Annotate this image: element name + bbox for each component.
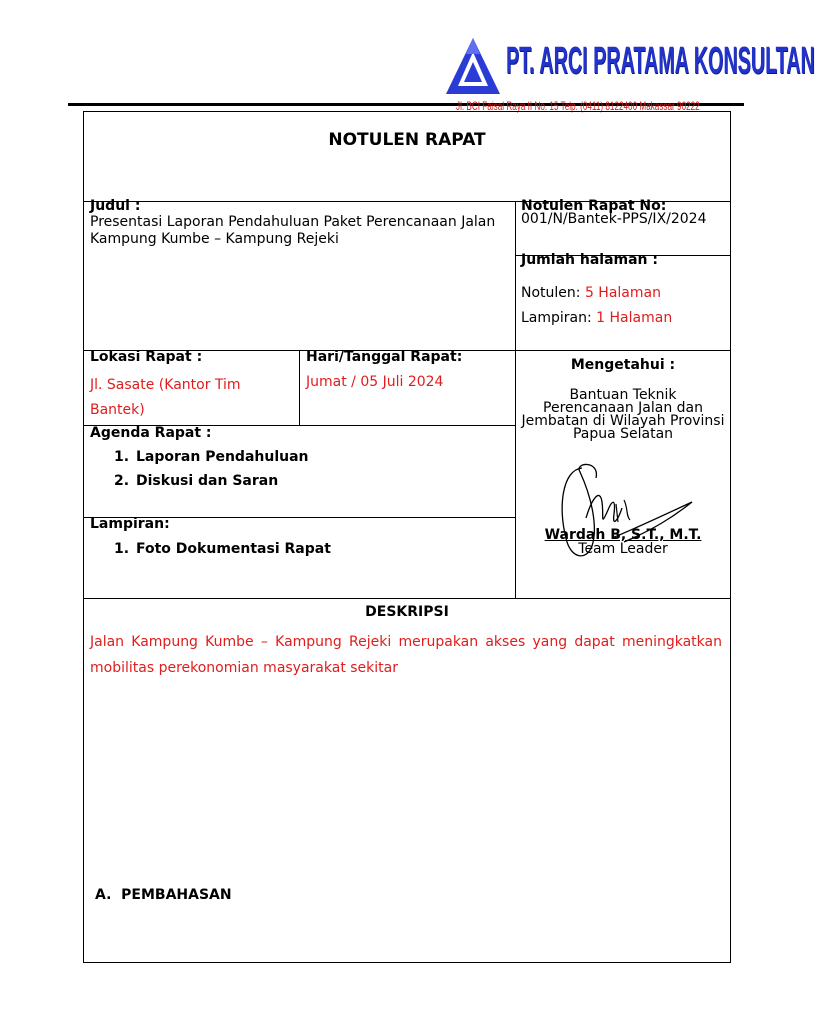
agenda-label: Agenda Rapat : <box>90 425 212 441</box>
signer-name: Wardah B, S.T., M.T. <box>544 527 702 543</box>
org-line: Papua Selatan <box>572 426 674 442</box>
org-line: Jembatan di Wilayah Provinsi <box>521 413 725 429</box>
tanggal-label: Hari/Tanggal Rapat: <box>306 349 463 365</box>
agenda-item <box>114 449 309 465</box>
lampiran-pages <box>521 310 672 326</box>
company-triangle-logo-icon <box>444 36 502 98</box>
divider <box>84 598 730 599</box>
pembahasan-heading: A. PEMBAHASAN <box>95 887 232 903</box>
page-title: NOTULEN RAPAT <box>328 130 486 150</box>
tanggal-value: Jumat / 05 Juli 2024 <box>306 374 444 390</box>
notulen-no-label: Notulen Rapat No: <box>521 198 667 214</box>
notulen-pages <box>521 285 661 301</box>
divider <box>299 350 300 425</box>
lokasi-value: Jl. Sasate (Kantor Tim Bantek) <box>90 377 241 418</box>
agenda-item-text: Diskusi dan Saran <box>136 473 279 489</box>
lampiran-label: Lampiran: <box>90 516 170 532</box>
lampiran-item-text: Foto Dokumentasi Rapat <box>136 541 331 557</box>
lampiran-pages-value: 1 Halaman <box>596 310 673 326</box>
agenda-item-number: 2. <box>114 473 130 489</box>
judul-value: Presentasi Laporan Pendahuluan Paket Perencanaan Jalan Kampung Kumbe – Kampung Rejeki <box>90 214 496 247</box>
jumlah-halaman-label: Jumlah halaman : <box>521 252 658 268</box>
signer-role: Team Leader <box>578 541 668 557</box>
company-address: Jl. BCI Faisal Raya II No. 15 Telp. (0411) 8122400 Makassar 90222 <box>456 99 700 113</box>
notulen-pages-value: 5 Halaman <box>584 285 661 301</box>
agenda-item <box>114 473 278 489</box>
mengetahui-org <box>516 389 730 441</box>
agenda-item-number: 1. <box>114 449 130 465</box>
notulen-pages-label: Notulen: <box>521 285 585 301</box>
org-line: Bantuan Teknik <box>569 387 677 403</box>
lampiran-item-number: 1. <box>114 541 130 557</box>
lokasi-label: Lokasi Rapat : <box>90 349 203 365</box>
agenda-item-text: Laporan Pendahuluan <box>136 449 309 465</box>
lampiran-item <box>114 541 331 557</box>
lampiran-pages-label: Lampiran: <box>521 310 597 326</box>
notulen-no-value: 001/N/Bantek-PPS/IX/2024 <box>521 211 707 227</box>
judul-label: Judul : <box>90 198 141 214</box>
company-name: PT. ARCI PRATAMA KONSULTAN <box>506 40 815 82</box>
org-line: Perencanaan Jalan dan <box>543 400 703 416</box>
deskripsi-label: DESKRIPSI <box>365 604 449 620</box>
deskripsi-text: Jalan Kampung Kumbe – Kampung Rejeki merupakan akses yang dapat meningkatkan mobilitas perekonomian masyarakat sekitar <box>90 634 722 676</box>
mengetahui-label: Mengetahui : <box>570 357 676 373</box>
